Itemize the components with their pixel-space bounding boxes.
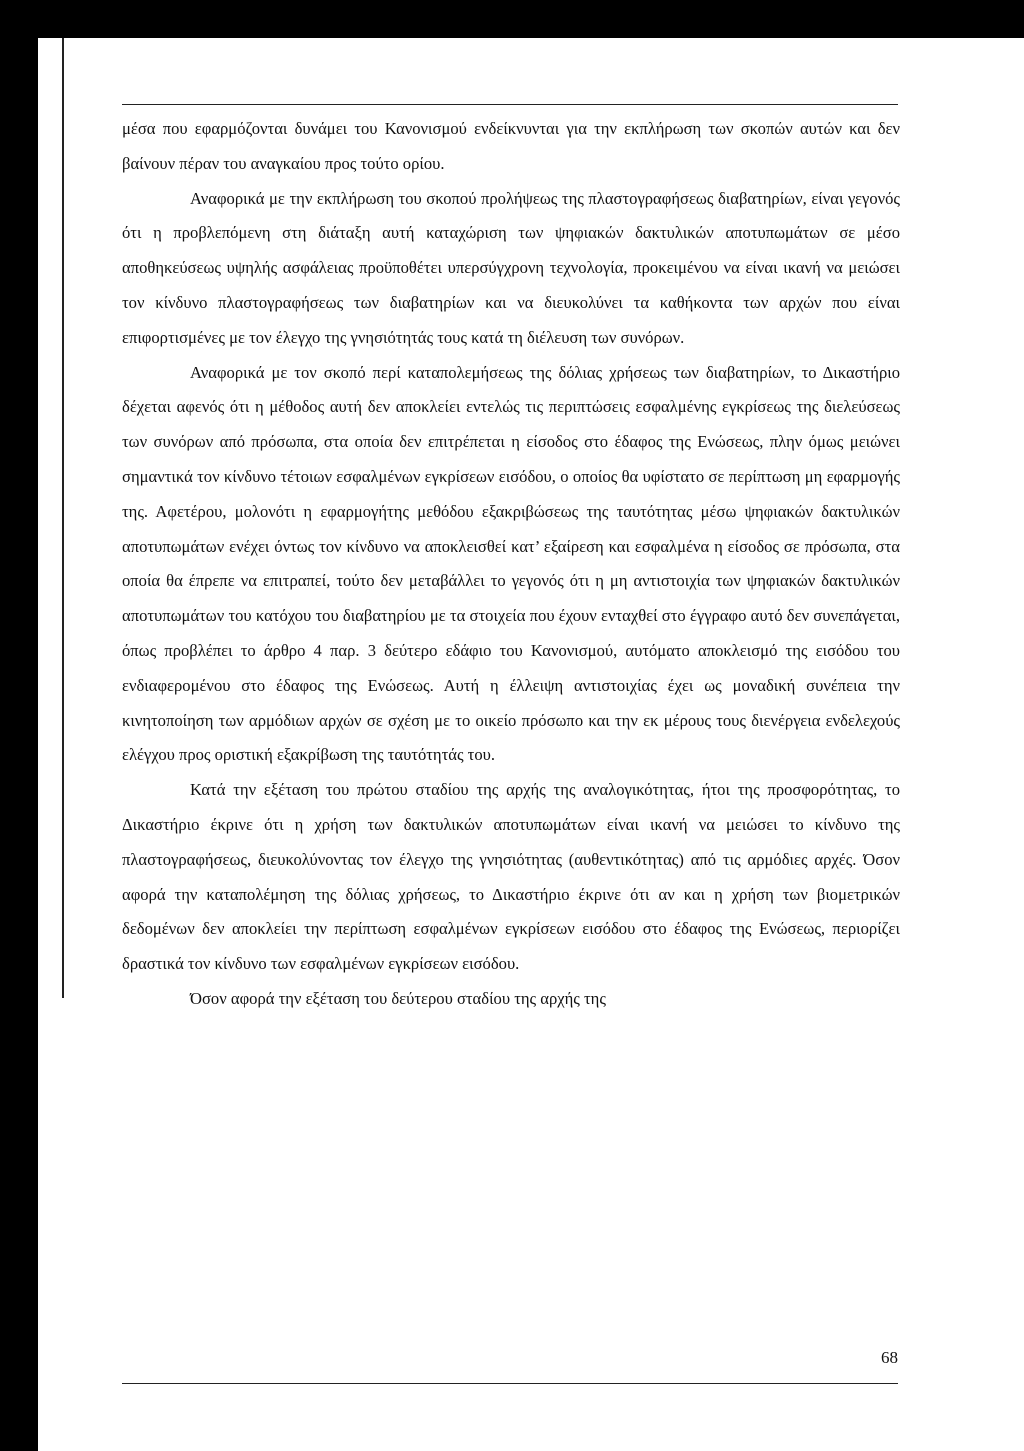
document-page (38, 38, 1024, 1451)
paragraph-2: Αναφορικά με την εκπλήρωση του σκοπού προλήψεως της πλαστογραφήσεως διαβατηρίων, είναι γεγονός ότι η προβλεπόμενη στη διάταξη αυτή καταχώριση των ψηφιακών δακτυλικών αποτυπωμάτων σε μέσο αποθηκεύσεως υψηλής ασφάλειας προϋποθέτει υπερσύγχρονη τεχνολογία, προκειμένου να είναι ικανή να μειώσει τον κίνδυνο πλαστογραφήσεως των διαβατηρίων και να διευκολύνει τα καθήκοντα των αρχών που είναι επιφορτισμένες με τον έλεγχο της γνησιότητάς τους κατά τη διέλευση των συνόρων. (122, 188, 900, 347)
left-margin-line (62, 38, 64, 998)
top-rule (122, 104, 898, 105)
body-text (122, 112, 900, 1017)
paragraph-4: Κατά την εξέταση του πρώτου σταδίου της αρχής της αναλογικότητας, ήτοι της προσφορότητας, το Δικαστήριο έκρινε ότι η χρήση των δακτυλικών αποτυπωμάτων είναι ικανή να μειώσει το κίνδυνο της πλαστογραφήσεως, διευκολύνοντας τον έλεγχο της γνησιότητας (αυθεντικότητας) από τις αρμόδιες αρχές. Όσον αφορά την καταπολέμηση της δόλιας χρήσεως, το Δικαστήριο έκρινε ότι αν και η χρήση των βιομετρικών δεδομένων δεν αποκλείει την περίπτωση εσφαλμένων εγκρίσεων εισόδου στο έδαφος της Ενώσεως, περιορίζει δραστικά τον κίνδυνο των εσφαλμένων εγκρίσεων εισόδου. (122, 780, 900, 974)
paragraph-1: μέσα που εφαρμόζονται δυνάμει του Κανονισμού ενδείκνυνται για την εκπλήρωση των σκοπών αυτών και δεν βαίνουν πέραν του αναγκαίου προς τούτο ορίου. (122, 119, 900, 173)
bottom-rule (122, 1383, 898, 1384)
paragraph-5: Όσον αφορά την εξέταση του δεύτερου σταδίου της αρχής της (190, 988, 606, 1008)
page-number: 68 (881, 1348, 898, 1367)
paragraph-3: Αναφορικά με τον σκοπό περί καταπολεμήσεως της δόλιας χρήσεως των διαβατηρίων, το Δικαστήριο δέχεται αφενός ότι η μέθοδος αυτή δεν αποκλείει εντελώς τις περιπτώσεις εσφαλμένης εγκρίσεως της διελεύσεως των συνόρων από πρόσωπα, στα οποία δεν επιτρέπεται η είσοδος στο έδαφος της Ενώσεως, πλην όμως μειώνει σημαντικά τον κίνδυνο τέτοιων εσφαλμένων εγκρίσεων εισόδου, ο οποίος θα υφίστατο σε περίπτωση μη εφαρμογής της. Αφετέρου, μολονότι η εφαρμογήτης μεθόδου εξακριβώσεως της ταυτότητας μέσω ψηφιακών δακτυλικών αποτυπωμάτων ενέχει όντως τον κίνδυνο να αποκλεισθεί κατ’ εξαίρεση και εσφαλμένα η είσοδος σε πρόσωπα, στα οποία θα έπρεπε να επιτραπεί, τούτο δεν μεταβάλλει το γεγονός ότι η μη αντιστοιχία των ψηφιακών δακτυλικών αποτυπωμάτων του κατόχου του διαβατηρίου με τα στοιχεία που έχουν ενταχθεί στο έγγραφο αυτό δεν συνεπάγεται, όπως προβλέπει το άρθρο 4 παρ. 3 δεύτερο εδάφιο του Κανονισμού, αυτόματο αποκλεισμό της εισόδου του ενδιαφερομένου στο έδαφος της Ενώσεως. Αυτή η έλλειψη αντιστοιχίας έχει ως μοναδική συνέπεια την κινητοποίηση των αρμόδιων αρχών σε σχέση με το οικείο πρόσωπο και την εκ μέρους τους διενέργεια ενδελεχούς ελέγχου προς οριστική εξακρίβωση της ταυτότητάς του. (122, 362, 900, 765)
